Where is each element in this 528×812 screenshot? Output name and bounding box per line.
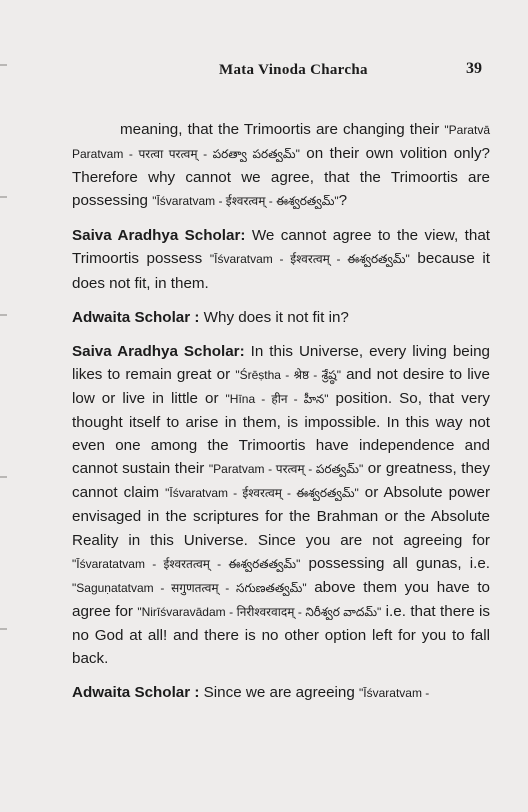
text-run: We cannot agree to the view, that Trimoortis possess (72, 227, 490, 268)
text-run: meaning, that the Trimoortis are changing their (120, 121, 445, 138)
sanskrit-term: "Īśvaratvam - (359, 686, 430, 701)
paragraph (72, 340, 490, 670)
sanskrit-term: "Paratvā Paratvam - परत्वा परत्वम् - పరత్వా పరత్వమ్" (72, 123, 490, 162)
speaker-label: Adwaita Scholar : (72, 308, 200, 326)
page-edge-mark (0, 196, 7, 198)
speaker-label: Adwaita Scholar : (72, 684, 200, 702)
page-edge-mark (0, 476, 7, 478)
text-run: because it does not fit, in them. (72, 250, 490, 292)
speaker-label: Saiva Aradhya Scholar: (72, 227, 246, 245)
sanskrit-term: "Īśvaratvam - ईश्वरत्वम् - ఈశ్వరత్వమ్" (165, 486, 359, 501)
sanskrit-term: "Nirīśvaravādam - निरीश्वरवादम् - నిరీశ్వర వాదమ్" (137, 604, 382, 619)
page-number: 39 (466, 60, 482, 77)
text-run: In this Universe, every living being likes to remain great or (72, 342, 490, 383)
text-run: position. So, that very thought itself to arise in them, is impossible. In this way not even one among the Trimoortis have independence and cannot sustain their (72, 389, 490, 478)
page-header (0, 60, 528, 84)
paragraph (72, 306, 490, 329)
text-run: Why does it not fit in? (199, 308, 349, 326)
text-run: i.e. that there is no God at all! and there is no other option left for you to fall back. (72, 602, 490, 667)
paragraph (72, 224, 490, 294)
running-title: Mata Vinoda Charcha (219, 62, 368, 78)
text-run: ? (338, 192, 348, 210)
text-run: possessing all gunas, i.e. (300, 554, 490, 572)
text-run: Since we are agreeing (199, 684, 360, 702)
sanskrit-term: "Īśvaratvam - ईश्वरत्वम् - ఈశ్వరత్వమ్" (152, 194, 339, 209)
sanskrit-term: "Śrēṣtha - श्रेष्ठ - శ్రేష్ఠ" (235, 367, 341, 382)
paragraph (72, 681, 490, 705)
sanskrit-term: "Saguṇatatvam - सगुणतत्वम् - సగుణతత్వమ్" (72, 580, 307, 595)
text-run: on their own volition only? Therefore why cannot we agree, that the Trimoortis are possessing (72, 145, 491, 210)
sanskrit-term: "Paratvam - परत्वम् - పరత్వమ్" (208, 462, 364, 477)
text-run: or greatness, they cannot claim (72, 460, 490, 502)
sanskrit-term: "Īśvaratatvam - ईश्वरतत्वम् - ఈశ్వరతత్వమ్" (72, 556, 301, 571)
sanskrit-term: "Īśvaratvam - ईश्वरत्वम् - ఈశ్వరత్వమ్" (209, 252, 410, 267)
text-run: or Absolute power envisaged in the scriptures for the Brahman or the Absolute Reality in this Universe. Since you are not agreeing for (72, 484, 490, 549)
speaker-label: Saiva Aradhya Scholar: (72, 342, 245, 360)
text-run: above them you have to agree for (72, 578, 490, 620)
text-run: and not desire to live low or live in little or (72, 365, 490, 407)
page-edge-mark (0, 314, 7, 316)
body-text (72, 118, 490, 716)
paragraph (72, 118, 490, 213)
sanskrit-term: "Hīna - हीन - హీన" (225, 391, 329, 406)
page-edge-mark (0, 628, 7, 630)
